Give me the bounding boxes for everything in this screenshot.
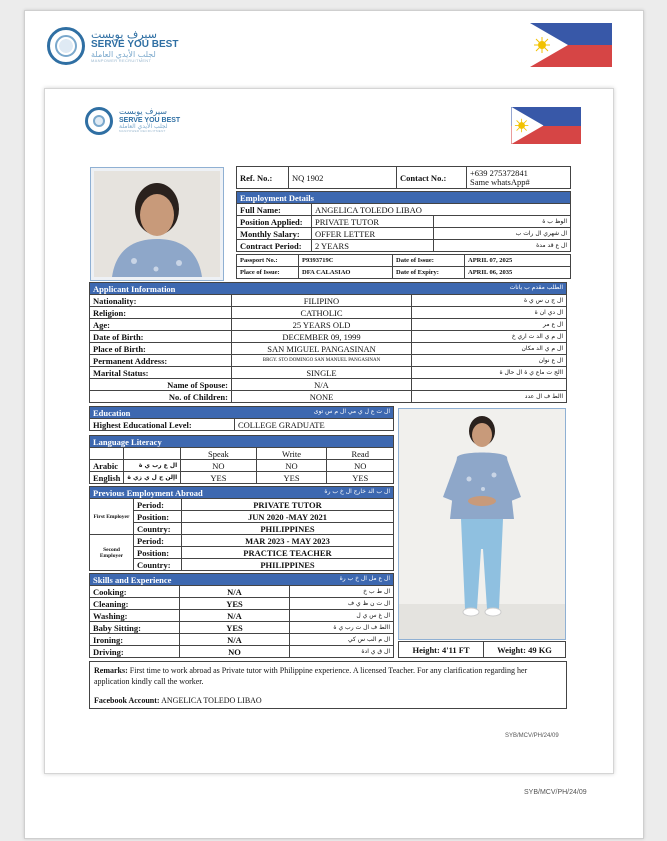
language-row: [90, 472, 394, 484]
skill-arabic: ال م الب س كي: [290, 634, 394, 646]
applicant-row: [90, 307, 567, 319]
contact-number: +639 275372841: [470, 167, 528, 178]
language-header-blank-ar: [124, 448, 181, 460]
issue-date-label: Date of Issue:: [393, 255, 465, 267]
language-header-speak: Speak: [181, 448, 257, 460]
measurements-section: [398, 641, 566, 658]
applicant-row-value: SINGLE: [232, 367, 412, 379]
applicant-row: [90, 343, 567, 355]
skill-row: [90, 598, 394, 610]
employer-row: [90, 499, 394, 511]
language-header-blank: [90, 448, 124, 460]
employer-row: [90, 535, 394, 547]
logo-english-name: SERVE YOU BEST: [91, 39, 179, 51]
outer-document-reference: SYB/MCV/PH/24/09: [524, 789, 587, 796]
skill-label: Driving:: [90, 646, 180, 658]
applicant-row-label: Permanent Address:: [90, 355, 232, 367]
skill-label: Baby Sitting:: [90, 622, 180, 634]
facebook-line: [94, 695, 562, 706]
employer-row: [90, 511, 394, 523]
applicant-row-value: BRGY. STO DOMINGO SAN MANUEL PANGASINAN: [232, 355, 412, 367]
skill-row: [90, 646, 394, 658]
skill-label: Cooking:: [90, 586, 180, 598]
applicant-information-section: [89, 282, 567, 403]
position-value: PRIVATE TUTOR: [312, 216, 434, 228]
language-write: NO: [256, 460, 327, 472]
contact-label: Contact No.:: [397, 167, 467, 189]
language-write: YES: [256, 472, 327, 484]
applicant-row-label: Age:: [90, 319, 232, 331]
skill-value: N/A: [180, 586, 290, 598]
applicant-row-value: FILIPINO: [232, 295, 412, 307]
skill-row: [90, 610, 394, 622]
applicant-information-title-arabic: الطلب مقدم ب يانات: [509, 283, 563, 291]
education-title-arabic: ال ت ع ل ي مي ال م س توى: [313, 407, 390, 415]
employer-field-value: JUN 2020 -MAY 2021: [182, 511, 394, 523]
skill-value: NO: [180, 646, 290, 658]
passport-no-label: Passport No.:: [237, 255, 299, 267]
education-level-label: Highest Educational Level:: [90, 419, 235, 431]
skill-value: YES: [180, 598, 290, 610]
logo-arabic-subtitle: لجلب الأيدي العاملة: [91, 49, 156, 59]
employer-field-value: MAR 2023 - MAY 2023: [182, 535, 394, 547]
contract-value: 2 YEARS: [312, 240, 434, 252]
applicant-row: [90, 355, 567, 367]
children-label: No. of Children:: [90, 391, 232, 403]
applicant-row: [90, 367, 567, 379]
passport-no-value: P9393719C: [299, 255, 393, 267]
applicant-row-arabic: ال ج ن س ي ة: [412, 295, 567, 307]
skill-value: N/A: [180, 610, 290, 622]
inner-philippine-flag-icon: [511, 107, 581, 144]
language-name: Arabic: [90, 460, 124, 472]
education-level-value: COLLEGE GRADUATE: [235, 419, 394, 431]
applicant-row: [90, 319, 567, 331]
employer-field-label: Period:: [134, 535, 182, 547]
employer-field-label: Period:: [134, 499, 182, 511]
inner-logo-english-name: SERVE YOU BEST: [119, 116, 181, 124]
skills-title: Skills and Experience: [93, 574, 172, 585]
philippine-flag-icon: [530, 23, 612, 67]
skills-title-arabic: ال ع مل ال خ ب رة: [339, 574, 390, 582]
skill-label: Cleaning:: [90, 598, 180, 610]
language-header-write: Write: [256, 448, 327, 460]
applicant-row: [90, 331, 567, 343]
employer-field-value: PRIVATE TUTOR: [182, 499, 394, 511]
language-literacy-header: Language Literacy: [90, 436, 394, 448]
applicant-row-label: Place of Birth:: [90, 343, 232, 355]
applicant-row-value: 25 YEARS OLD: [232, 319, 412, 331]
applicant-portrait-photo: [90, 167, 224, 281]
previous-employment-title: Previous Employment Abroad: [93, 487, 203, 498]
inner-logo-tagline: MANPOWER RECRUITMENT: [119, 129, 166, 134]
applicant-information-header: [90, 283, 567, 295]
previous-employment-title-arabic: ال ب الد خارج ال خ ب رة: [324, 487, 390, 495]
contract-label: Contract Period:: [237, 240, 312, 252]
employer-field-label: Country:: [134, 559, 182, 571]
inner-company-logo: [85, 107, 180, 135]
language-speak: YES: [181, 472, 257, 484]
employer-name: Second Employer: [90, 535, 134, 571]
salary-label: Monthly Salary:: [237, 228, 312, 240]
skill-row: [90, 586, 394, 598]
applicant-full-body-photo: [398, 408, 566, 640]
expiry-date-value: APRIL 06, 2035: [465, 267, 571, 279]
applicant-row-label: Date of Birth:: [90, 331, 232, 343]
remarks-text: First time to work abroad as Private tutor with Philippine experience. A licensed Teacher. For any clarification regarding her application kindly call the worker.: [94, 666, 528, 686]
employer-row: [90, 547, 394, 559]
applicant-row-label: Nationality:: [90, 295, 232, 307]
contact-note: Same whatsApp#: [470, 176, 530, 187]
employer-field-value: PHILIPPINES: [182, 559, 394, 571]
remarks-box: [89, 661, 567, 709]
language-header-read: Read: [327, 448, 394, 460]
language-row: [90, 460, 394, 472]
height-value: Height: 4'11 FT: [399, 642, 484, 658]
employment-details-header: Employment Details: [237, 192, 571, 204]
facebook-label: Facebook Account:: [94, 696, 160, 705]
inner-logo-arabic-name: سيرف يوبست: [119, 107, 167, 117]
skills-header: [90, 574, 394, 586]
full-name-label: Full Name:: [237, 204, 312, 216]
employer-row: [90, 523, 394, 535]
inner-logo-arabic-subtitle: لجلب الأيدي العاملة: [119, 123, 168, 131]
skill-label: Ironing:: [90, 634, 180, 646]
contract-arabic: ال ع قد مدة: [434, 240, 571, 252]
inner-logo-emblem-icon: [85, 107, 113, 135]
weight-value: Weight: 49 KG: [484, 642, 566, 658]
header-section: [236, 166, 571, 279]
expiry-date-label: Date of Expiry:: [393, 267, 465, 279]
facebook-value: ANGELICA TOLEDO LIBAO: [161, 696, 262, 705]
applicant-row-arabic: ال ع نوان: [412, 355, 567, 367]
skill-value: YES: [180, 622, 290, 634]
applicant-row-arabic: االج ت ماع ي ة ال حال ة: [412, 367, 567, 379]
skill-label: Washing:: [90, 610, 180, 622]
skill-arabic: ال ق ي ادة: [290, 646, 394, 658]
inner-document-reference: SYB/MCV/PH/24/09: [505, 733, 559, 739]
remarks-label: Remarks:: [94, 666, 128, 675]
skill-arabic: ال ت ن ظ ي ف: [290, 598, 394, 610]
ref-value: NQ 1902: [289, 167, 397, 189]
employer-field-value: PHILIPPINES: [182, 523, 394, 535]
skill-row: [90, 622, 394, 634]
logo-tagline: MANPOWER RECRUITMENT: [91, 58, 152, 64]
applicant-row-value: CATHOLIC: [232, 307, 412, 319]
logo-emblem-icon: [47, 27, 85, 65]
employer-field-label: Country:: [134, 523, 182, 535]
applicant-information-title: Applicant Information: [93, 283, 176, 294]
position-label: Position Applied:: [237, 216, 312, 228]
language-name: English: [90, 472, 124, 484]
place-of-issue-value: DFA CALASIAO: [299, 267, 393, 279]
skill-arabic: ال غ س ي ل: [290, 610, 394, 622]
issue-date-value: APRIL 07, 2025: [465, 255, 571, 267]
language-name-arabic: اإلن ج ل ي زي ة: [124, 472, 181, 484]
language-read: YES: [327, 472, 394, 484]
education-header: [90, 407, 394, 419]
position-arabic: الوظ ب ة: [434, 216, 571, 228]
applicant-row-arabic: ال م ي الد ت اري خ: [412, 331, 567, 343]
skill-arabic: ال ط ب خ: [290, 586, 394, 598]
skill-value: N/A: [180, 634, 290, 646]
salary-arabic: ال شهري ال رات ب: [434, 228, 571, 240]
contact-value: [467, 167, 571, 189]
company-logo: [47, 27, 178, 65]
applicant-row-arabic: ال دي ان ة: [412, 307, 567, 319]
full-name-value: ANGELICA TOLEDO LIBAO: [312, 204, 571, 216]
logo-arabic-name: سيرف يوبست: [91, 27, 157, 41]
spouse-value: N/A: [232, 379, 412, 391]
place-of-issue-label: Place of Issue:: [237, 267, 299, 279]
applicant-row-arabic: ال ع مر: [412, 319, 567, 331]
applicant-row-value: DECEMBER 09, 1999: [232, 331, 412, 343]
employer-field-label: Position:: [134, 511, 182, 523]
language-speak: NO: [181, 460, 257, 472]
education-title: Education: [93, 407, 131, 418]
left-column: [89, 406, 394, 658]
language-read: NO: [327, 460, 394, 472]
ref-label: Ref. No.:: [237, 167, 289, 189]
spouse-arabic: [412, 379, 567, 391]
applicant-row-arabic: ال م ي الد مكان: [412, 343, 567, 355]
spouse-label: Name of Spouse:: [90, 379, 232, 391]
applicant-row-label: Marital Status:: [90, 367, 232, 379]
previous-employment-header: [90, 487, 394, 499]
applicant-row-value: SAN MIGUEL PANGASINAN: [232, 343, 412, 355]
children-arabic: االط ف ال عدد: [412, 391, 567, 403]
employer-name: First Employer: [90, 499, 134, 535]
employer-field-value: PRACTICE TEACHER: [182, 547, 394, 559]
skill-arabic: االط ف ال ت رب ي ة: [290, 622, 394, 634]
applicant-row-label: Religion:: [90, 307, 232, 319]
salary-value: OFFER LETTER: [312, 228, 434, 240]
language-name-arabic: ال ع رب ي ة: [124, 460, 181, 472]
skill-row: [90, 634, 394, 646]
employer-row: [90, 559, 394, 571]
children-value: NONE: [232, 391, 412, 403]
applicant-row: [90, 295, 567, 307]
employer-field-label: Position:: [134, 547, 182, 559]
